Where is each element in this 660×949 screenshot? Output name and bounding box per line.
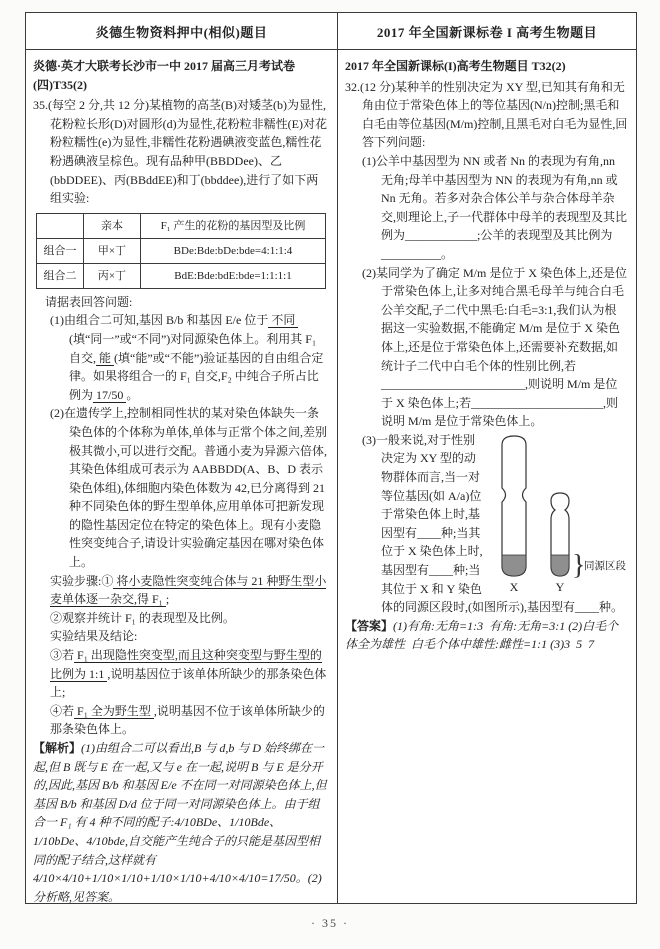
question-35-part2: (2)在遗传学上,控制相同性状的某对染色体缺失一条染色体的个体称为单体,单体与正常个体之间,差别极其微小,可以进行交配。普通小麦为异源六倍体,其染色体组成可表示为 AABBDD(A、B、D 表示染色体组),体细胞内染色体数为 42,已分离得到 21 种不同染色体的野生型单体,应用单体可把新发现的隐性基因定位在特定的染色体上。现有小麦隐性突变纯合子,请设计实验确定基因在哪对染色体上。: [50, 406, 328, 570]
part2-text: (2)某同学为了确定 M/m 是位于 X 染色体上,还是位于常染色体上,让多对纯合黑毛母羊与纯合白毛公羊交配,子二代中黑毛:白毛=3:1,我们认为根据这一实验数据,不能确定 M/m 是位于 X 染色体上,还是位于常染色体上,还需要补充数据,如统计子二代中白毛个体的性别比例,若: [362, 265, 627, 373]
question-32: [345, 78, 628, 152]
step-1-answer: 将小麦隐性突变纯合体与 21 种野生型小麦单体逐一杂交,得 F₁: [50, 573, 327, 607]
cross-table: [36, 213, 326, 289]
blank-line: ________________________: [381, 377, 525, 392]
conclusion-4-label: ④若: [50, 703, 75, 718]
part2-text: ,则说明 M/m 是位于常染色体上。: [381, 395, 619, 429]
homologous-region-x: [502, 555, 526, 576]
cross-table-header-cell: [36, 213, 83, 238]
part1-text: 。: [126, 387, 139, 402]
part1-answer-1: 不同: [268, 313, 298, 328]
x-chromosome-label: X: [509, 579, 519, 594]
blank-line: ____: [417, 525, 442, 540]
conclusion-3-answer: F₁ 出现隐性突变型,而且这种突变型与野生型的比例为 1:1: [50, 648, 322, 681]
question-32-part1: [362, 152, 628, 264]
part3-text: 种;当其位于 X 和 Y 染色体的同源区段时,(如图所示),基因型有: [381, 563, 575, 615]
part1-answer-2: 能: [96, 351, 114, 366]
question-32-number: 32.: [345, 79, 360, 94]
header-left-title: 炎德生物资料押中(相似)题目: [26, 13, 337, 50]
analysis-block: [33, 739, 329, 903]
part3-text: 种;当其位于 X 染色体上时,基因型有: [381, 525, 483, 578]
cross-table-cell: 甲×丁: [83, 238, 140, 263]
question-35-intro: (每空 2 分,共 12 分)某植物的高茎(B)对矮茎(b)为显性,花粉粒长形(D)对圆形(d)为显性,花粉粒非糯性(E)对花粉粒糯性(e)为显性,非糯性花粉遇碘液变蓝色,糯性花粉遇碘液呈棕色。现有品种甲(BBDDee)、乙(bbDDEE)、丙(BBddEE)和丁(bbddee),进行了如下两组实验:: [48, 98, 327, 206]
cross-table-cell: 组合一: [36, 238, 83, 263]
part1-text: 。: [441, 246, 454, 261]
question-35: [33, 96, 329, 208]
question-35-part1: [50, 311, 329, 404]
y-chromosome-label: Y: [555, 579, 565, 594]
table-prompt: 请据表回答问题:: [45, 294, 133, 309]
conclusion-4-text: ,说明基因不位于该单体所缺少的那条染色体上。: [50, 703, 325, 737]
part2-text: ,则说明 M/m 是位于 X 染色体上;若: [381, 377, 618, 410]
right-source-line: 2017 年全国新课标(I)高考生物题目 T32(2): [345, 59, 566, 73]
cross-table-header-cell: F₁ 产生的花粉的基因型及比例: [140, 213, 325, 238]
part3-text: 种。: [599, 600, 624, 615]
conclusion-3-text: ,说明基因位于该单体所缺少的那条染色体上;: [50, 666, 327, 700]
conclusion-3-label: ③若: [50, 648, 75, 663]
part1-text: (1)公羊中基因型为 NN 或者 Nn 的表现为有角,nn 无角;母羊中基因型为 NN 的表现为有角,nn 或 Nn 无角。若多对杂合体公羊与杂合体母羊杂交,则理论上,子一代群体中母羊的表现型及其比例为: [362, 153, 628, 243]
comparison-table-frame: [25, 12, 637, 904]
answer-text: (1)有角:无角=1:3 有角:无角=3:1 (2)白毛个体全为雄性 白毛个体中雄性:雌性=1:1 (3)3 5 7: [345, 618, 619, 652]
experiment-results-heading: 实验结果及结论:: [50, 629, 138, 644]
homologous-region-label: 同源区段: [584, 560, 626, 572]
left-source-line: 炎德·英才大联考长沙市一中 2017 届高三月考试卷(四)T35(2): [33, 59, 296, 92]
right-column: [337, 50, 636, 903]
cross-table-cell: 组合二: [36, 263, 83, 288]
left-column: [26, 50, 337, 903]
analysis-text: (1)由组合二可以看出,B 与 d,b 与 D 始终绑在一起,但 B 既与 E 在一起,又与 e 在一起,说明 B 与 E 是分开的,因此,基因 B/b 和基因 E/e 不在同一对同源染色体上,但基因 B/b 和基因 D/d 位于同一对同源染色体上。由于组合一 F₁ 有 4 种不同的配子:4/10BDe、1/10Bde、1/10bDe、4/10bde,自交能产生纯合子的只能是基因型相同的配子结合,这样就有 4/10×4/10+1/10×1/10+1/10×1/10+4/10×4/10=17/50。(2)分析略,见答案。: [33, 741, 327, 903]
cross-table-row: [36, 263, 325, 288]
step-1-label: 实验步骤:①: [50, 573, 114, 588]
brace-glyph: }: [572, 549, 586, 581]
page-number: · 35 ·: [311, 916, 349, 930]
conclusion-4-answer: F₁ 全为野生型: [74, 704, 154, 719]
question-35-number: 35.: [33, 98, 48, 113]
blank-line: __________: [381, 246, 441, 261]
blank-line: ____________: [405, 228, 478, 243]
cross-table-cell: 丙×丁: [83, 263, 140, 288]
cross-table-row: [36, 238, 325, 263]
experiment-step-1: [50, 572, 329, 609]
cross-table-header-row: [36, 213, 325, 238]
part3-text: (3)一般来说,对于性别决定为 XY 型的动物群体而言,当一对等位基因(如 A/a)位于常染色体上时,基因型有: [362, 432, 482, 540]
question-32-part3: [362, 431, 628, 617]
analysis-label: 【解析】: [33, 741, 82, 755]
part1-text: (填“能”或“不能”)验证基因的自由组合定律。如果将组合一的 F₁ 自交,F₂ 中纯合子所占比例为: [69, 350, 324, 402]
part1-answer-3: 17/50: [93, 388, 126, 403]
cross-table-header-cell: 亲本: [83, 213, 140, 238]
conclusion-3: [50, 646, 329, 702]
header-right-title: 2017 年全国新课标卷 I 高考生物题目: [337, 13, 636, 50]
homologous-region-y: [551, 555, 569, 576]
cross-table-cell: BDe:Bde:bDe:bde=4:1:1:4: [140, 238, 325, 263]
part1-text: (1)由组合二可知,基因 B/b 和基因 E/e 位于: [50, 313, 269, 328]
cross-table-cell: BdE:Bde:bdE:bde=1:1:1:1: [140, 263, 325, 288]
part1-text: ;公羊的表现型及其比例为: [477, 228, 613, 243]
conclusion-4: [50, 702, 329, 739]
blank-line: ____: [429, 563, 454, 578]
blank-line: ____: [575, 600, 599, 615]
blank-line: ______________________: [471, 395, 604, 410]
part1-text: (填“同一”或“不同”)对同源染色体上。利用其 F₁ 自交,: [69, 331, 317, 365]
answer-block: [345, 617, 628, 654]
experiment-step-2: ②观察并统计 F₁ 的表现型及比例。: [50, 610, 235, 625]
step-1-text: ;: [165, 592, 170, 607]
chromosome-figure: [488, 433, 628, 597]
question-32-intro: (12 分)某种羊的性别决定为 XY 型,已知其有角和无角由位于常染色体上的等位基因(N/n)控制;黑毛和白毛由等位基因(M/m)控制,且黑毛对白毛为显性,回答下列问题:: [360, 79, 628, 150]
question-32-part2: [362, 264, 628, 431]
answer-label: 【答案】: [345, 618, 394, 633]
